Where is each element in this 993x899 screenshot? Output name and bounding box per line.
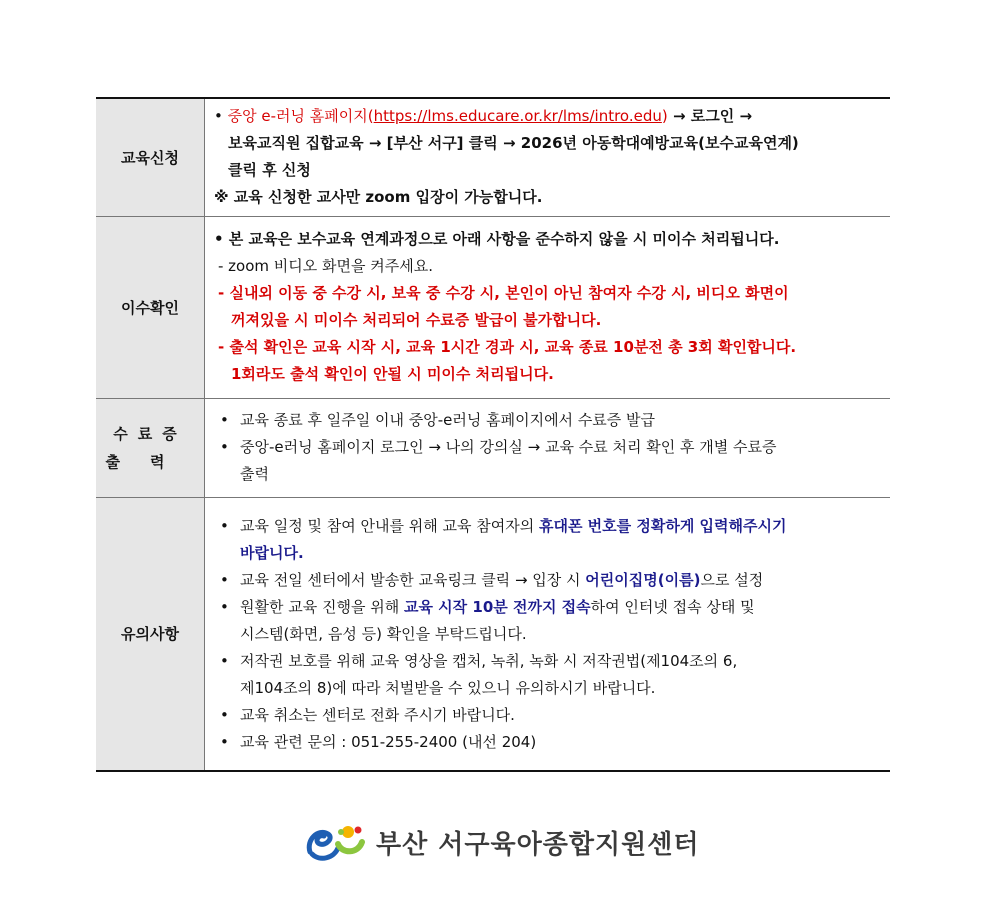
complete-line-2: - zoom 비디오 화면을 켜주세요. bbox=[218, 257, 433, 275]
apply-text-login: → 로그인 → bbox=[667, 107, 753, 126]
list-item: • 교육 관련 문의 : 051-255-2400 (내선 204) bbox=[214, 729, 884, 756]
row-header-apply: 교육신청 bbox=[96, 98, 205, 216]
center-logo-icon bbox=[304, 818, 368, 866]
certificate-header-line-2: 출력 bbox=[105, 452, 195, 471]
bullet: • bbox=[220, 652, 229, 671]
apply-text-red-close: ) bbox=[661, 107, 668, 126]
complete-line-6: 1회라도 출석 확인이 안될 시 미이수 처리됩니다. bbox=[231, 365, 554, 383]
apply-note: ※ 교육 신청한 교사만 zoom 입장이 가능합니다. bbox=[214, 188, 543, 207]
bullet: • bbox=[214, 107, 223, 126]
footer bbox=[304, 818, 724, 866]
list-item: • 중앙-e러닝 홈페이지 로그인 → 나의 강의실 → 교육 수료 처리 확인 후 개별 수료증 출력 bbox=[214, 434, 884, 488]
bullet: • bbox=[220, 438, 229, 456]
complete-line-4: 꺼져있을 시 미이수 처리되어 수료증 발급이 불가합니다. bbox=[231, 311, 602, 329]
row-body-notes bbox=[205, 497, 891, 771]
apply-text-red: 중앙 e-러닝 홈페이지( bbox=[227, 107, 374, 126]
row-complete bbox=[96, 216, 890, 398]
complete-line-3: - 실내외 이동 중 수강 시, 보육 중 수강 시, 본인이 아닌 참여자 수강 시, 비디오 화면이 bbox=[218, 284, 789, 302]
certificate-header-line-1: 수료증 bbox=[113, 424, 187, 443]
row-body-certificate bbox=[205, 398, 891, 497]
row-apply bbox=[96, 98, 890, 216]
list-item: • 원활한 교육 진행을 위해 교육 시작 10분 전까지 접속하여 인터넷 접속 상태 및 시스템(화면, 음성 등) 확인을 부탁드립니다. bbox=[214, 594, 884, 648]
row-body-apply bbox=[205, 98, 891, 216]
apply-line-3: 클릭 후 신청 bbox=[228, 161, 311, 180]
bullet: • bbox=[220, 571, 229, 590]
list-item: • 교육 취소는 센터로 전화 주시기 바랍니다. bbox=[214, 702, 884, 729]
list-item: • 교육 전일 센터에서 발송한 교육링크 클릭 → 입장 시 어린이집명(이름)으로 설정 bbox=[214, 567, 884, 594]
bullet: • bbox=[220, 598, 229, 617]
complete-line-1: • 본 교육은 보수교육 연계과정으로 아래 사항을 준수하지 않을 시 미이수 처리됩니다. bbox=[214, 230, 780, 248]
bullet: • bbox=[220, 411, 229, 429]
row-header-complete: 이수확인 bbox=[96, 216, 205, 398]
list-item: • 교육 일정 및 참여 안내를 위해 교육 참여자의 휴대폰 번호를 정확하게 입력해주시기 바랍니다. bbox=[214, 513, 884, 567]
bullet: • bbox=[220, 733, 229, 752]
row-header-certificate bbox=[96, 398, 205, 497]
bullet: • bbox=[220, 706, 229, 725]
notes-list bbox=[214, 513, 884, 756]
list-item: • 교육 종료 후 일주일 이내 중앙-e러닝 홈페이지에서 수료증 발급 bbox=[214, 407, 884, 434]
educare-link[interactable]: https://lms.educare.or.kr/lms/intro.edu bbox=[373, 107, 662, 126]
org-name: 부산 서구육아종합지원센터 bbox=[376, 829, 700, 860]
row-body-complete bbox=[205, 216, 891, 398]
row-certificate bbox=[96, 398, 890, 497]
bullet: • bbox=[220, 517, 229, 536]
apply-line-1 bbox=[214, 103, 884, 130]
row-header-notes: 유의사항 bbox=[96, 497, 205, 771]
list-item: • 저작권 보호를 위해 교육 영상을 캡처, 녹취, 녹화 시 저작권법(제104조의 6, 제104조의 8)에 따라 처벌받을 수 있으니 유의하시기 바랍니다. bbox=[214, 648, 884, 702]
complete-line-5: - 출석 확인은 교육 시작 시, 교육 1시간 경과 시, 교육 종료 10분전 총 3회 확인합니다. bbox=[218, 338, 797, 356]
info-table bbox=[96, 97, 890, 772]
apply-line-2: 보육교직원 집합교육 → [부산 서구] 클릭 → 2026년 아동학대예방교육(보수교육연계) bbox=[228, 134, 799, 153]
row-notes bbox=[96, 497, 890, 771]
certificate-list bbox=[214, 407, 884, 488]
